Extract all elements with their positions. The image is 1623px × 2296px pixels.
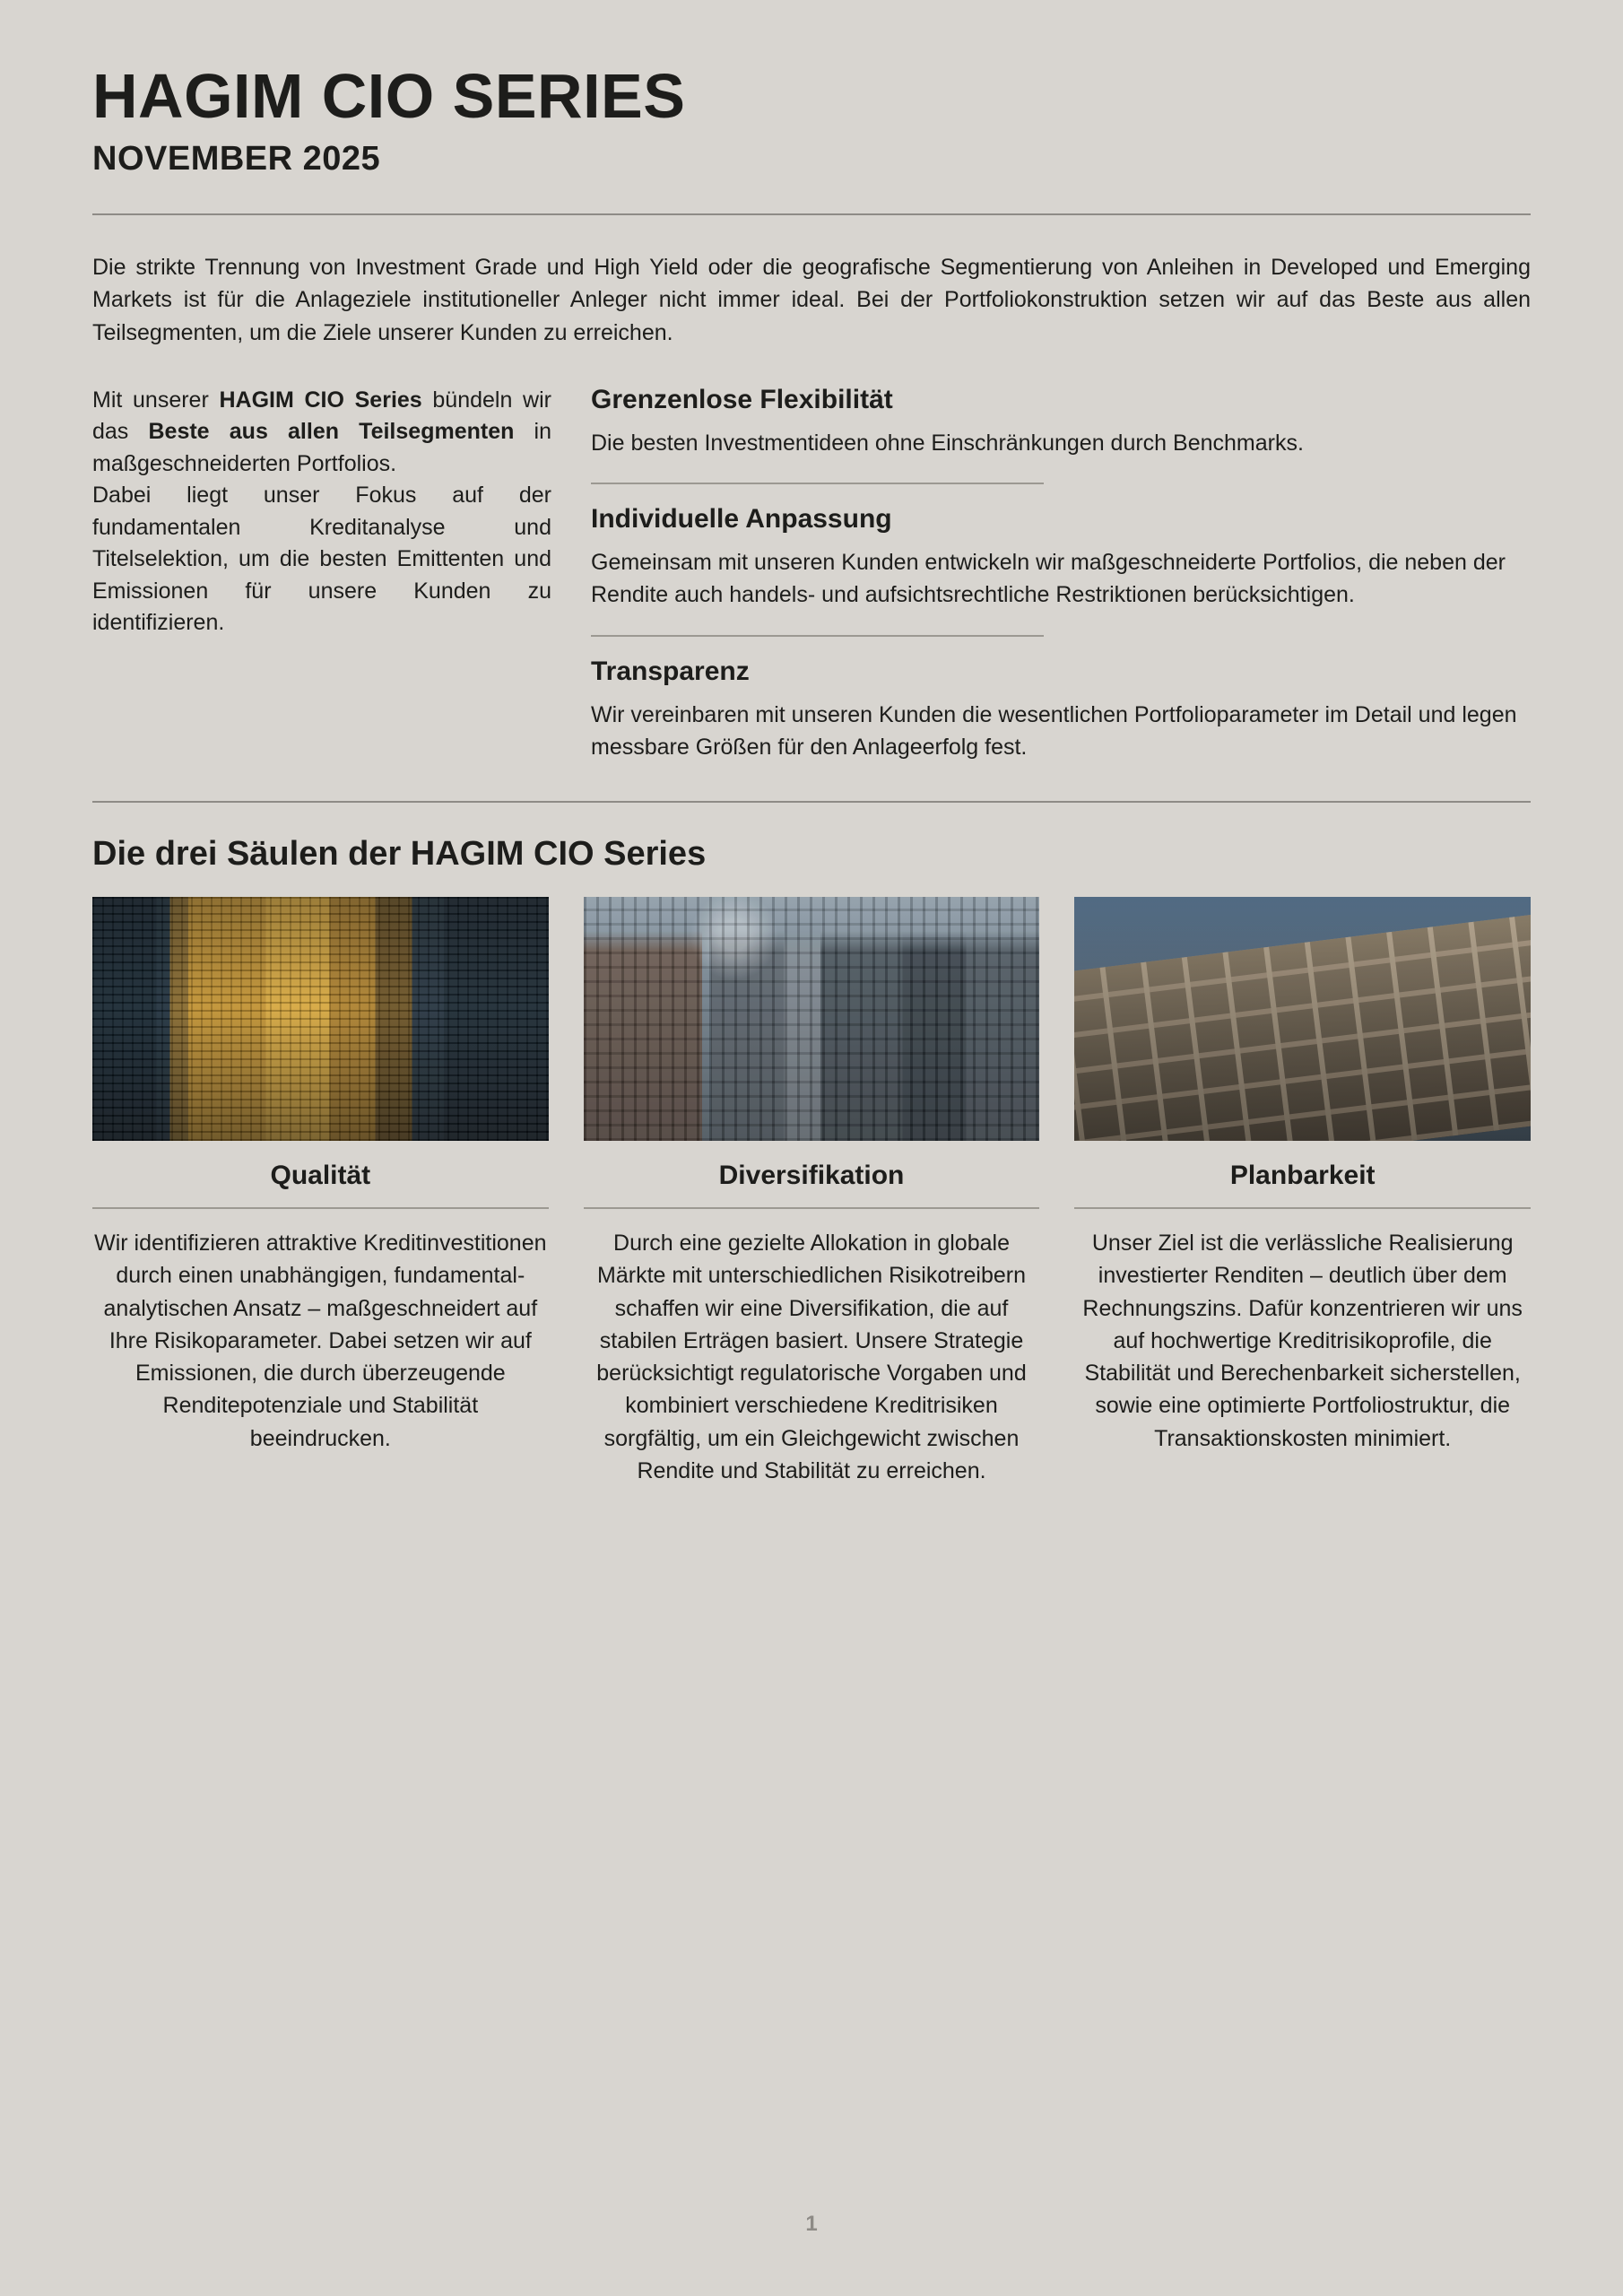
city-skyline-photo — [584, 897, 1040, 1141]
page-title: HAGIM CIO SERIES — [92, 61, 686, 131]
construction-site-photo — [1074, 897, 1531, 1141]
pillars-section-title: Die drei Säulen der HAGIM CIO Series — [92, 835, 707, 873]
pillar-quality-title: Qualität — [270, 1161, 371, 1190]
document-header — [92, 0, 1531, 176]
feature-transparency — [591, 657, 1531, 764]
feature-flexibility-heading: Grenzenlose Flexibilität — [591, 384, 893, 414]
left-column-paragraph-1 — [92, 385, 551, 481]
pillar-quality-divider — [92, 1207, 549, 1209]
left-p1-part1: Mit unserer — [92, 387, 220, 413]
pillar-predictability-title: Planbarkeit — [1229, 1161, 1376, 1190]
feature-customization — [591, 504, 1531, 612]
left-column-paragraph-2: Dabei liegt unser Fokus auf der fundamentalen Kreditanalyse und Titelselektion, um die besten Emittenten und Emissionen für unsere Kunden zu identifizieren. — [92, 483, 551, 636]
page-number: 1 — [805, 2212, 818, 2236]
pillar-diversification-divider — [584, 1207, 1040, 1209]
pillar-diversification — [584, 897, 1040, 1487]
two-column-block — [92, 385, 1531, 763]
page-subtitle: NOVEMBER 2025 — [92, 140, 381, 178]
left-column — [92, 385, 551, 763]
pillars-grid — [92, 897, 1531, 1487]
feature-flexibility-text: Die besten Investmentideen ohne Einschränkungen durch Benchmarks. — [591, 430, 1304, 456]
header-divider — [92, 213, 1531, 215]
feature-flexibility — [591, 385, 1531, 459]
feature-customization-text: Gemeinsam mit unseren Kunden entwickeln wir maßgeschneiderte Portfolios, die neben der Rendite auch handels- und aufsichtsrechtliche Restriktionen berücksichtigen. — [591, 550, 1506, 608]
section-divider — [92, 801, 1531, 803]
pillar-predictability-divider — [1074, 1207, 1531, 1209]
left-p1-bold1: HAGIM CIO Series — [219, 387, 422, 413]
feature-transparency-heading: Transparenz — [591, 656, 750, 686]
pillar-quality — [92, 897, 549, 1487]
pillar-diversification-text: Durch eine gezielte Allokation in globale Märkte mit unterschiedlichen Risikotreibern schaffen wir eine Diversifikation, die auf stabilen Erträgen basiert. Unsere Strategie berücksichtigt regulatorische Vorgaben und kombiniert verschiedene Kreditrisiken sorgfältig, um ein Gleichgewicht zwischen Rendite und Stabilität zu erreichen. — [596, 1231, 1027, 1483]
pillar-diversification-title: Diversifikation — [718, 1161, 905, 1190]
pillar-quality-text: Wir identifizieren attraktive Kreditinvestitionen durch einen unabhängigen, fundamental-analytischen Ansatz – maßgeschneidert auf Ihre Risikoparameter. Dabei setzen wir auf Emissionen, die durch überzeugende Renditepotenziale und Stabilität beeindrucken. — [94, 1231, 547, 1451]
left-p1-bold2: Beste aus allen Teilsegmenten — [148, 419, 515, 445]
left-p1-part2: bündeln wir das — [92, 387, 551, 445]
intro-paragraph: Die strikte Trennung von Investment Grade und High Yield oder die geografische Segmentierung von Anleihen in Developed und Emerging Markets ist für die Anlageziele institutioneller Anleger nicht immer ideal. Bei der Portfoliokonstruktion setzen wir auf das Beste aus allen Teilsegmenten, um die Ziele unserer Kunden zu erreichen. — [92, 255, 1531, 345]
pillar-predictability-text: Unser Ziel ist die verlässliche Realisierung investierter Renditen – deutlich über dem Rechnungszins. Dafür konzentrieren wir uns auf hochwertige Kreditrisikoprofile, die Stabilität und Berechenbarkeit sicherstellen, sowie eine optimierte Portfoliostruktur, die Transaktionskosten minimiert. — [1082, 1231, 1523, 1451]
left-p1-part3: in maßgeschneiderten Portfolios. — [92, 419, 552, 476]
feature-transparency-text: Wir vereinbaren mit unseren Kunden die wesentlichen Portfolioparameter im Detail und legen messbare Größen für den Anlageerfolg fest. — [591, 701, 1517, 760]
office-tower-photo — [92, 897, 549, 1141]
feature-divider-2 — [591, 635, 1044, 637]
features-column — [591, 385, 1531, 763]
feature-customization-heading: Individuelle Anpassung — [591, 504, 892, 534]
pillar-predictability — [1074, 897, 1531, 1487]
feature-divider-1 — [591, 483, 1044, 484]
